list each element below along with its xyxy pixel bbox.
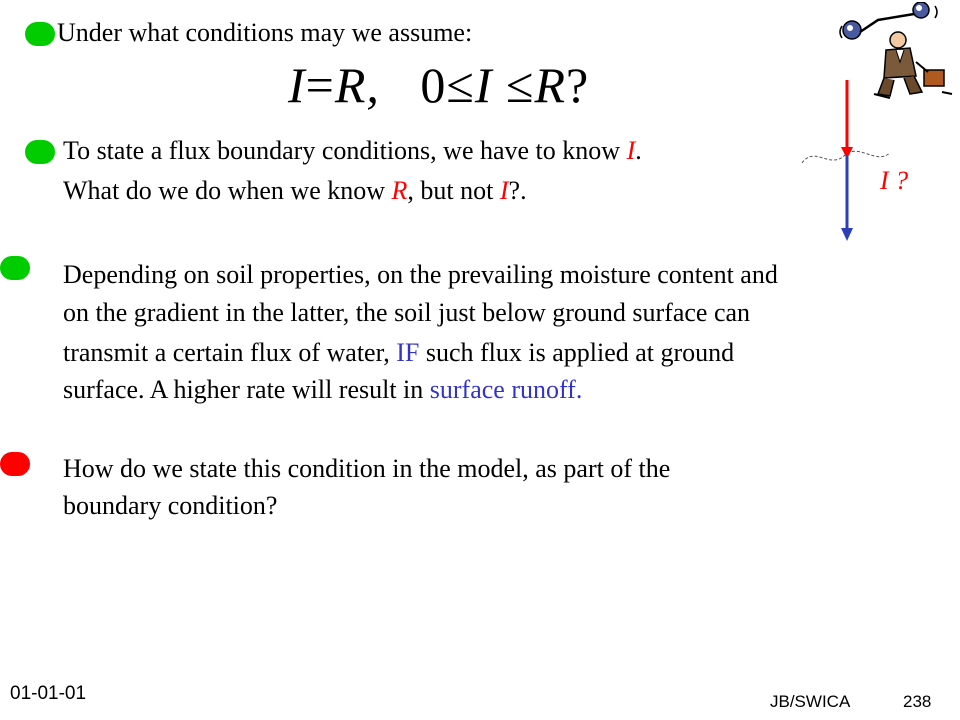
formula-mid: I	[474, 57, 493, 113]
formula-zero: 0	[420, 57, 447, 113]
question-model-line-2: boundary condition?	[63, 491, 278, 520]
question-line: Under what conditions may we assume:	[57, 18, 473, 47]
flux-line-2: What do we do when we know R, but not I?.	[63, 176, 527, 205]
bullet-green-3	[0, 256, 30, 280]
soil-line-2: on the gradient in the latter, the soil just below ground surface can	[63, 298, 751, 327]
surface-runoff: surface runoff.	[429, 375, 583, 404]
formula-le1: ≤	[446, 57, 475, 113]
infiltration-arrowhead	[841, 228, 853, 241]
bullet-green-2	[25, 140, 55, 164]
symbol-i-2: I	[499, 176, 509, 205]
soil-line-1: Depending on soil properties, on the prevailing moisture content and	[63, 260, 778, 289]
formula-right: R	[534, 57, 567, 113]
bullet-green-1	[25, 22, 55, 46]
formula	[288, 56, 589, 114]
formula-eq: =	[305, 57, 335, 113]
soil-line-3: transmit a certain flux of water, IF such flux is applied at ground	[63, 338, 735, 367]
footer-date: 01-01-01	[10, 683, 87, 704]
question-model-line-1: How do we state this condition in the model, as part of the	[63, 454, 671, 483]
symbol-r: R	[391, 176, 408, 205]
symbol-i: I	[626, 136, 636, 165]
bullet-red-4	[0, 452, 30, 476]
infiltration-diagram	[790, 75, 960, 245]
page-number: 238	[903, 692, 932, 711]
infiltration-label: I ?	[880, 166, 909, 195]
if-keyword: IF	[396, 338, 420, 367]
businessman-clipart	[838, 2, 956, 100]
soil-line-4: surface. A higher rate will result in surface runoff.	[63, 375, 583, 404]
formula-le2: ≤	[506, 57, 535, 113]
formula-lhs: I	[288, 57, 306, 113]
formula-rhs: R,	[334, 57, 380, 113]
footer-ref: JB/SWICA	[770, 692, 851, 711]
flux-line-1: To state a flux boundary conditions, we have to know I.	[63, 136, 642, 165]
formula-q: ?	[566, 57, 590, 113]
